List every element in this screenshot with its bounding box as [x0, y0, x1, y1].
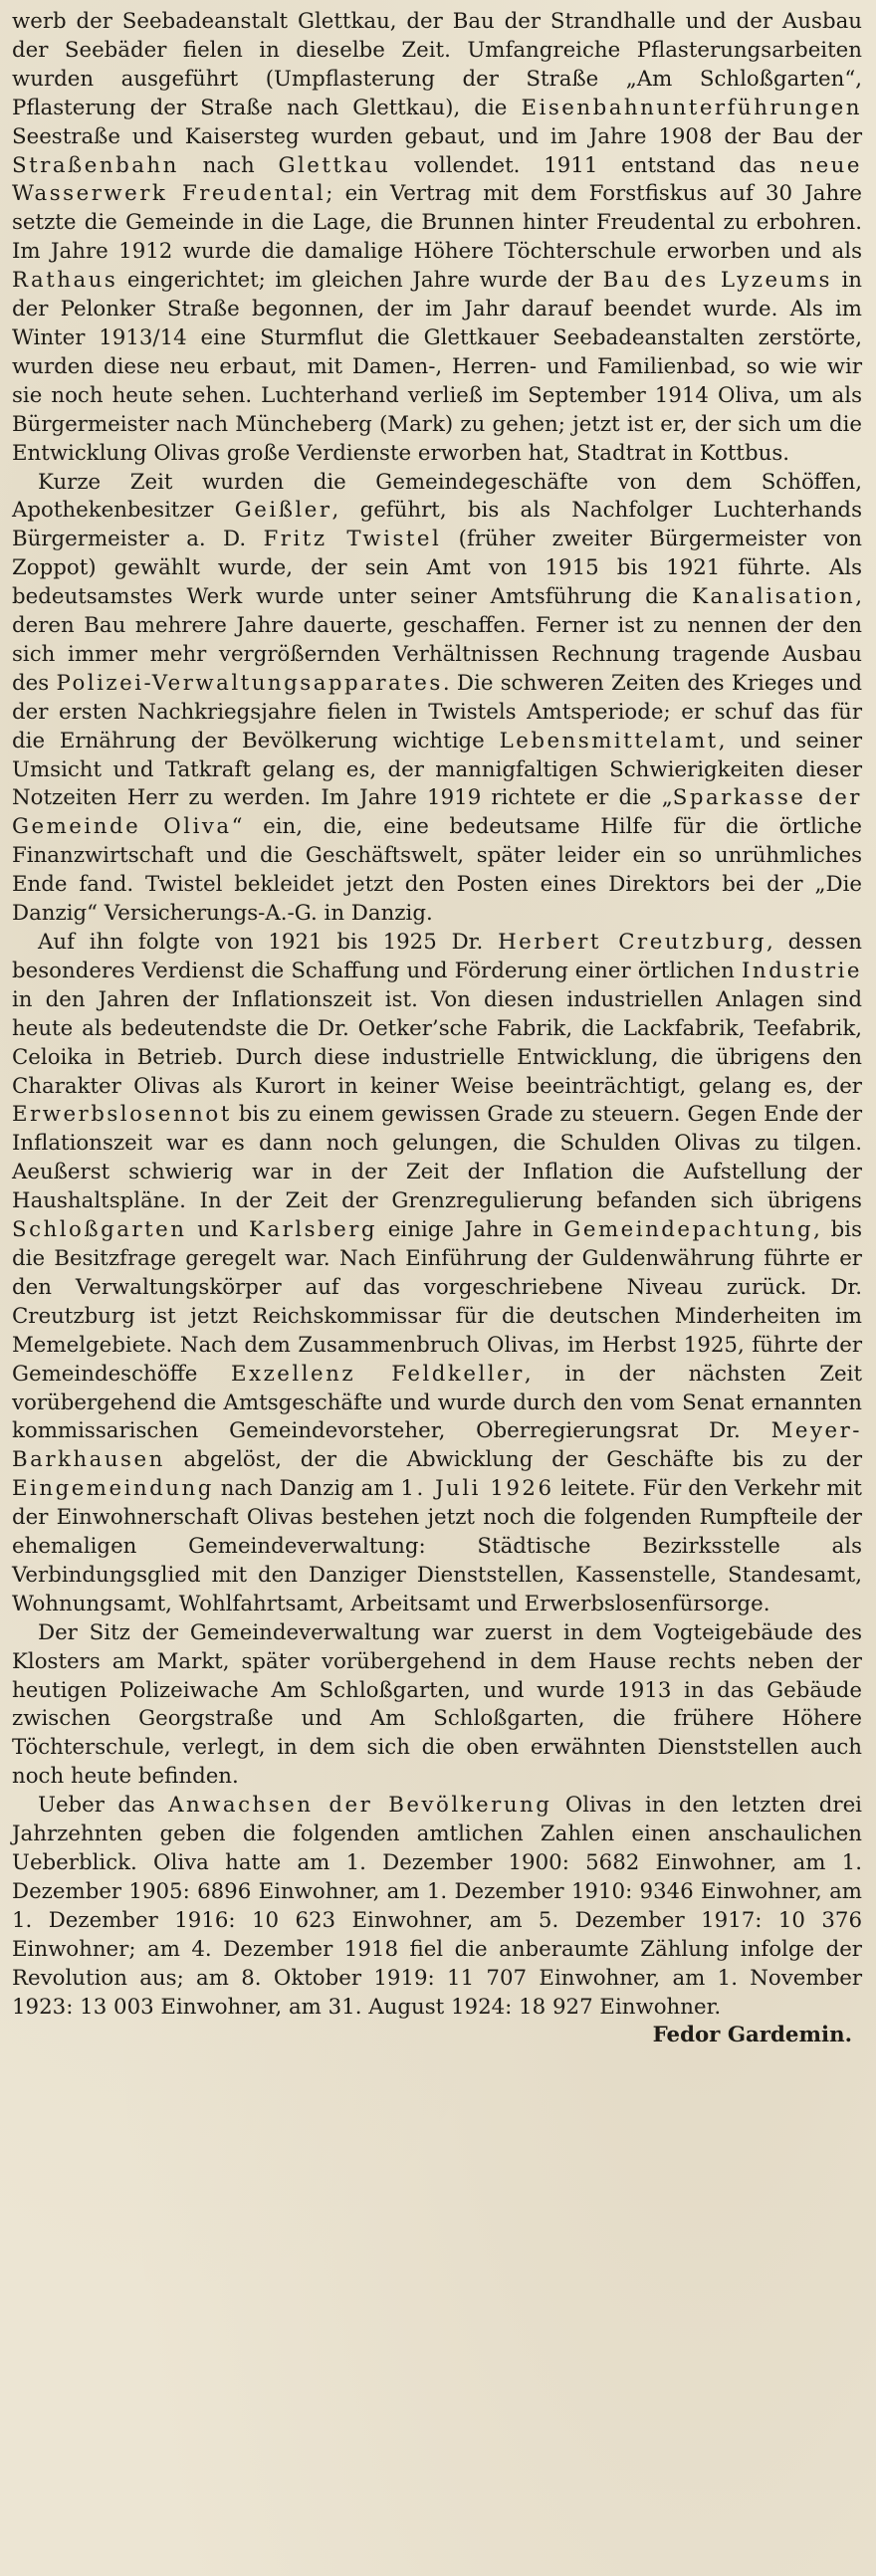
text-run: und: [186, 1217, 249, 1243]
spaced-emphasis: Bau des Lyzeums: [602, 268, 832, 294]
text-run: in den Jahren der Inflationszeit ist. Von diesen industriellen Anlagen sind heute als bedeutendste die Dr. Oetker’sche Fabrik, die Lackfabrik, Teefabrik, Celoika in Betrieb. Durch diese industrielle Entwicklung, die übrigens den Charakter Olivas als Kurort in keiner Weise beeinträchtigt, gelang es, der: [12, 986, 862, 1099]
text-run: abgelöst, der die Abwicklung der Geschäfte bis zu der: [164, 1447, 862, 1473]
text-run: einige Jahre in: [377, 1217, 564, 1243]
text-run: eingerichtet; im gleichen Jahre wurde der: [117, 268, 603, 294]
text-run: nach: [178, 152, 279, 178]
text-run: , dessen besonderes Verdienst die Schaffung und Förderung einer örtlichen: [12, 930, 862, 983]
spaced-emphasis: Lebensmittelamt: [499, 728, 719, 753]
text-run: (früher zweiter Bürgermeister von Zoppot) gewählt wurde, der sein Amt von 1915 bis 1921 führte. Als bedeutsamstes Werk wurde unter seiner Amtsführung die: [12, 527, 862, 610]
spaced-emphasis: Eisenbahnunterführungen: [521, 95, 862, 120]
spaced-emphasis: Geißler: [234, 498, 332, 524]
spaced-emphasis: Fritz Twistel: [263, 527, 442, 552]
text-run: in der Pelonker Straße begonnen, der im Jahr darauf beendet wurde. Als im Winter 1913/14 eine Sturmflut die Glettkauer Seebadeanstalten zerstörte, wurden diese neu erbaut, mit Damen-, Herren- und Familienbad, so wie wir sie noch heute sehen. Luchterhand verließ im September 1914 Oliva, um als Bürgermeister nach Müncheberg (Mark) zu gehen; jetzt ist er, der sich um die Entwicklung Olivas große Verdienste erworben hat, Stadtrat in Kottbus.: [12, 268, 862, 466]
text-run: ; ein Vertrag mit dem Forstfiskus auf 30 Jahre setzte die Gemeinde in die Lage, die Brunnen hinter Freudental zu erbohren. Im Jahre 1912 wurde die damalige Höhere Töchterschule erworben und als: [12, 181, 862, 265]
text-run: Kurze Zeit wurden die Gemeindegeschäfte von dem Schöffen, Apothekenbesitzer: [12, 469, 862, 524]
article-body: [12, 8, 862, 2022]
text-run: , bis die Besitzfrage geregelt war. Nach Einführung der Guldenwährung führte er den Verwaltungskörper auf das vorgeschriebene Niveau zurück. Dr. Creutzburg ist jetzt Reichskommissar für die deutschen Minderheiten im Memelgebiete. Nach dem Zusammenbruch Olivas, im Herbst 1925, führte der Gemeindeschöffe: [12, 1217, 862, 1387]
spaced-emphasis: Kanalisation: [692, 584, 856, 610]
text-run: Olivas in den letzten drei Jahrzehnten geben die folgenden amtlichen Zahlen einen anschaulichen Ueberblick. Oliva hatte am 1. Dezember 1900: 5682 Einwohner, am 1. Dezember 1905: 6896 Einwohner, am 1. Dezember 1910: 9346 Einwohner, am 1. Dezember 1916: 10 623 Einwohner, am 5. Dezember 1917: 10 376 Einwohner; am 4. Dezember 1918 fiel die anberaumte Zählung infolge der Revolution aus; am 8. Oktober 1919: 11 707 Einwohner, am 1. November 1923: 13 003 Einwohner, am 31. August 1924: 18 927 Einwohner.: [12, 1793, 862, 2020]
text-run: , geführt, bis als Nachfolger Luchterhands Bürgermeister a. D.: [12, 498, 862, 552]
spaced-emphasis: Polizei-Verwaltungsapparates: [56, 670, 443, 696]
spaced-emphasis: Sparkasse der Gemeinde Oliva: [12, 785, 862, 840]
spaced-emphasis: 1. Juli 1926: [400, 1476, 554, 1502]
spaced-emphasis: Herbert Creutzburg: [498, 930, 766, 955]
spaced-emphasis: Schloßgarten: [12, 1217, 187, 1243]
text-run: , und seiner Umsicht und Tatkraft gelang es, der mannigfaltigen Schwierigkeiten dieser Notzeiten Herr zu werden. Im Jahre 1919 richtete er die „: [12, 728, 862, 811]
spaced-emphasis: Meyer-Barkhausen: [12, 1418, 862, 1473]
article-paragraph: [12, 929, 862, 1619]
text-run: leitete. Für den Verkehr mit der Einwohnerschaft Olivas bestehen jetzt noch die folgenden Rumpfteile der ehemaligen Gemeindeverwaltung: Städtische Bezirksstelle als Verbindungsglied mit den Danziger Dienststellen, Kassenstelle, Standesamt, Wohnungsamt, Wohlfahrtsamt, Arbeitsamt und Erwerbslosenfürsorge.: [12, 1476, 862, 1616]
text-run: Auf ihn folgte von 1921 bis 1925 Dr.: [38, 930, 499, 955]
spaced-emphasis: Gemeindepachtung: [563, 1217, 814, 1243]
text-run: werb der Seebadeanstalt Glettkau, der Bau der Strandhalle und der Ausbau der Seebäder fielen in dieselbe Zeit. Umfangreiche Pflasterungsarbeiten wurden ausgeführt (Umpflasterung der Straße „Am Schloßgarten“, Pflasterung der Straße nach Glettkau), die: [12, 9, 862, 120]
text-run: , in der nächsten Zeit vorübergehend die Amtsgeschäfte und wurde durch den vom Senat ernannten kommissarischen Gemeindevorsteher, Oberregierungsrat Dr.: [12, 1361, 862, 1444]
spaced-emphasis: Glettkau: [278, 152, 391, 178]
text-run: nach Danzig am: [213, 1476, 401, 1502]
spaced-emphasis: Exzellenz Feldkeller: [231, 1361, 525, 1387]
article-paragraph: [12, 469, 862, 930]
text-run: vollendet. 1911 entstand das: [390, 152, 800, 178]
article-paragraph: [12, 8, 862, 469]
spaced-emphasis: neue Wasserwerk Freudental: [12, 152, 862, 207]
text-run: , deren Bau mehrere Jahre dauerte, geschaffen. Ferner ist zu nennen der den sich immer mehr vergrößernden Verhältnissen Rechnung tragende Ausbau des: [12, 584, 862, 696]
spaced-emphasis: Eingemeindung: [12, 1476, 214, 1502]
text-run: . Die schweren Zeiten des Krieges und der ersten Nachkriegsjahre fielen in Twistels Amtsperiode; er schuf das für die Ernährung der Bevölkerung wichtige: [12, 670, 862, 753]
text-run: Ueber das: [38, 1793, 169, 1819]
spaced-emphasis: Straßenbahn: [12, 152, 179, 178]
text-run: “ ein, die, eine bedeutsame Hilfe für die örtliche Finanzwirtschaft und die Geschäftswelt, später leider ein so unrühmliches Ende fand. Twistel bekleidet jetzt den Posten eines Direktors bei der „Die Danzig“ Versicherungs-A.-G. in Danzig.: [12, 814, 862, 927]
spaced-emphasis: Karlsberg: [248, 1217, 378, 1243]
spaced-emphasis: Industrie: [741, 958, 862, 983]
spaced-emphasis: Anwachsen der Bevölkerung: [168, 1793, 552, 1819]
text-run: Der Sitz der Gemeindeverwaltung war zuerst in dem Vogteigebäude des Klosters am Markt, später vorübergehend in dem Hause rechts neben der heutigen Polizeiwache Am Schloßgarten, und wurde 1913 in das Gebäude zwischen Georgstraße und Am Schloßgarten, die frühere Höhere Töchterschule, verlegt, in dem sich die oben erwähnten Dienststellen auch noch heute befinden.: [12, 1619, 862, 1790]
author-signature: Fedor Gardemin.: [652, 2023, 852, 2048]
text-run: Seestraße und Kaisersteg wurden gebaut, und im Jahre 1908 der Bau der: [12, 123, 862, 149]
text-run: bis zu einem gewissen Grade zu steuern. Gegen Ende der Inflationszeit war es dann noch gelungen, die Schulden Olivas zu tilgen. Aeußerst schwierig war in der Zeit der Inflation die Aufstellung der Haushaltspläne. In der Zeit der Grenzregulierung befanden sich übrigens: [12, 1102, 862, 1214]
spaced-emphasis: Erwerbslosennot: [12, 1102, 232, 1128]
spaced-emphasis: Rathaus: [12, 268, 118, 294]
article-paragraph: [12, 1792, 862, 2022]
article-paragraph: [12, 1619, 862, 1792]
